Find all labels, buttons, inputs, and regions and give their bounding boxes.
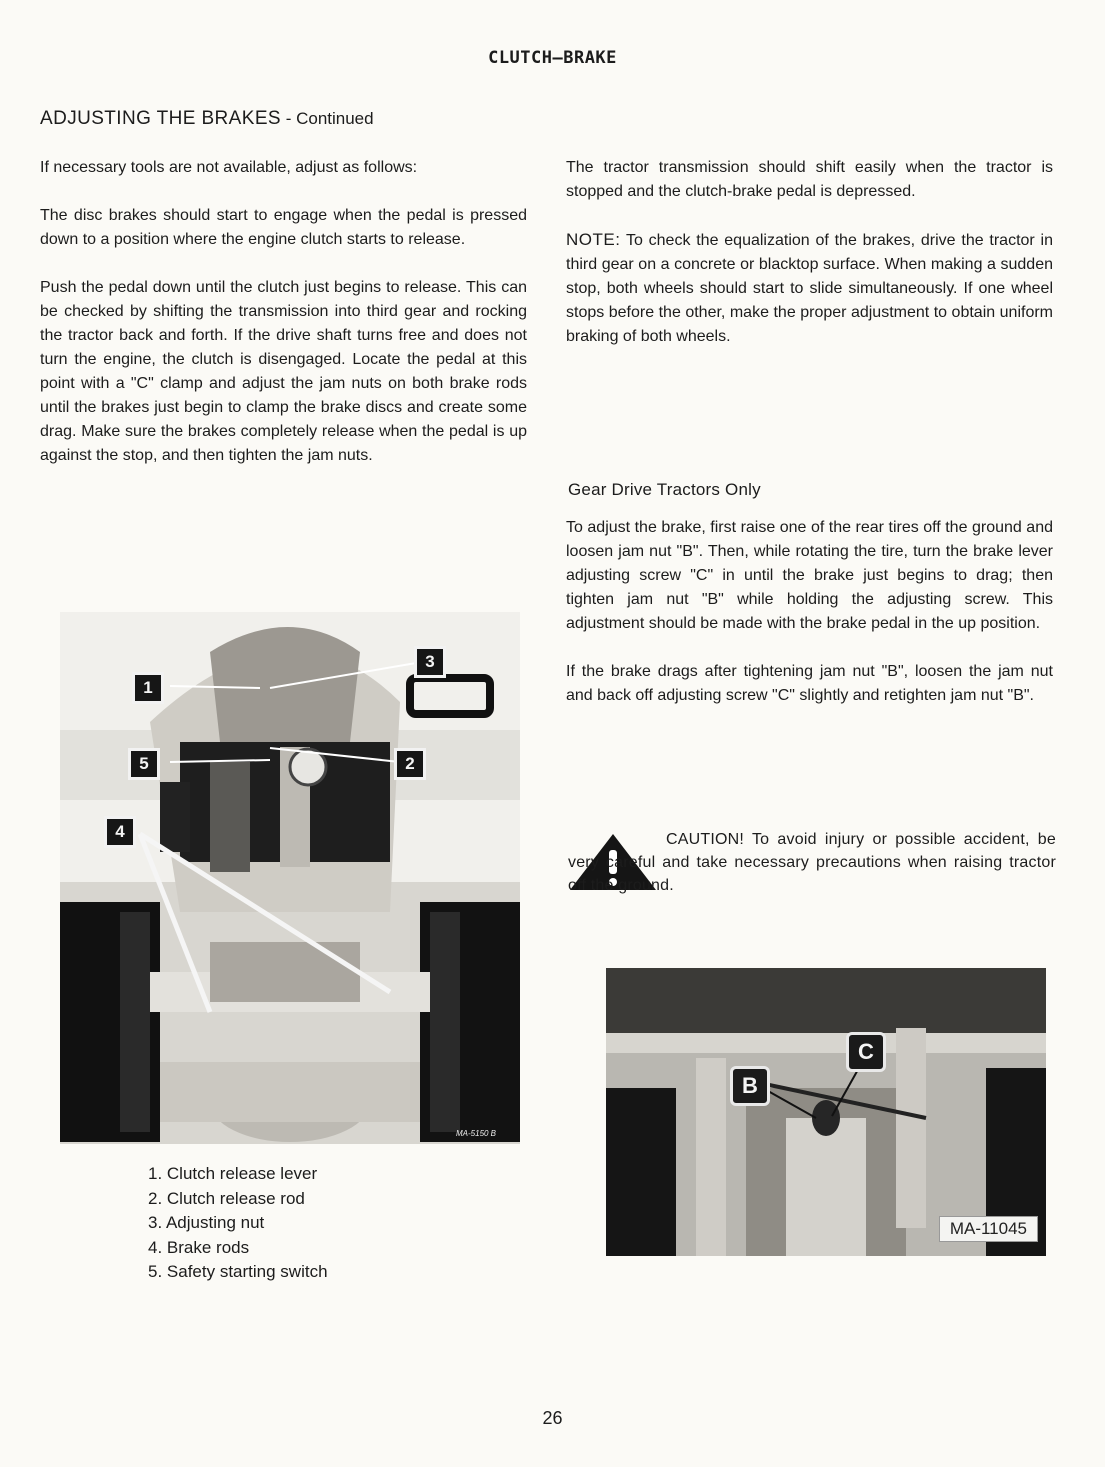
legend-item: 4. Brake rods bbox=[148, 1237, 250, 1257]
callout-4: 4 bbox=[104, 816, 136, 848]
page-number: 26 bbox=[542, 1408, 563, 1428]
callout-b: B bbox=[730, 1066, 770, 1106]
legend-item: 5. Safety starting switch bbox=[148, 1262, 328, 1281]
tractor-underside-photo bbox=[60, 612, 520, 1144]
right-paragraph-3: If the brake drags after tightening jam nut "B", loosen the jam nut and back off adjusting screw "C" slightly and retighten jam nut "B". bbox=[566, 663, 1053, 704]
right-paragraph-1: The tractor transmission should shift easily when the tractor is stopped and the clutch-brake pedal is depressed. bbox=[566, 159, 1053, 200]
callout-c: C bbox=[846, 1032, 886, 1072]
callout-5: 5 bbox=[128, 748, 160, 780]
left-column bbox=[40, 156, 527, 468]
brake-photo-drawing bbox=[606, 968, 1046, 1256]
callout-1: 1 bbox=[132, 672, 164, 704]
tractor-photo-drawing bbox=[60, 612, 520, 1144]
left-paragraph-3: Push the pedal down until the clutch just begins to release. This can be checked by shifting the transmission into third gear and rocking the tractor back and forth. If the drive shaft turns free and does not turn the engine, the clutch is disengaged. Locate the pedal at this point with a "C" clamp and adjust the jam nuts on both brake rods until the brakes just begin to clamp the brake discs and create some drag. Make sure the brakes completely release when the pedal is up against the stop, and then tighten the jam nuts. bbox=[40, 279, 527, 464]
note-text: To check the equalization of the brakes, drive the tractor in third gear on a concrete or blacktop surface. When making a sudden stop, both wheels should start to slide simultaneously. If one wheel stops before the other, make the proper adjustment to obtain uniform braking of both wheels. bbox=[566, 232, 1053, 345]
gear-drive-subheading: Gear Drive Tractors Only bbox=[568, 480, 761, 499]
photo-id-label: MA-5150 B bbox=[456, 1129, 497, 1138]
section-title bbox=[40, 108, 374, 130]
right-paragraph-2: To adjust the brake, first raise one of the rear tires off the ground and loosen jam nut "B". Then, while rotating the tire, turn the brake lever adjusting screw "C" in until the brake just begins to drag; then tighten jam nut "B" while holding the adjusting screw. This adjustment should be made with the brake pedal in the up position. bbox=[566, 519, 1053, 632]
section-continued: - Continued bbox=[280, 109, 374, 128]
callout-3: 3 bbox=[414, 646, 446, 678]
legend-item: 3. Adjusting nut bbox=[148, 1213, 265, 1232]
right-column bbox=[566, 156, 1053, 349]
figure-legend bbox=[148, 1162, 328, 1285]
brake-adjustment-photo bbox=[606, 968, 1046, 1256]
caution-text: CAUTION! To avoid injury or possible accident, be very careful and take necessary precautions when raising tractor off the ground. bbox=[568, 831, 1056, 894]
left-paragraph-1: If necessary tools are not available, adjust as follows: bbox=[40, 159, 418, 176]
note-label: NOTE: bbox=[566, 230, 621, 249]
callout-2: 2 bbox=[394, 748, 426, 780]
left-paragraph-2: The disc brakes should start to engage when the pedal is pressed down to a position where the engine clutch starts to release. bbox=[40, 207, 527, 248]
legend-item: 1. Clutch release lever bbox=[148, 1164, 318, 1183]
legend-item: 2. Clutch release rod bbox=[148, 1188, 305, 1208]
right-column-lower bbox=[566, 516, 1053, 708]
section-title-text: ADJUSTING THE BRAKES bbox=[40, 108, 281, 129]
page-header: CLUTCH–BRAKE bbox=[488, 48, 617, 68]
note-paragraph bbox=[566, 228, 1053, 349]
photo-tag: MA-11045 bbox=[939, 1216, 1038, 1242]
